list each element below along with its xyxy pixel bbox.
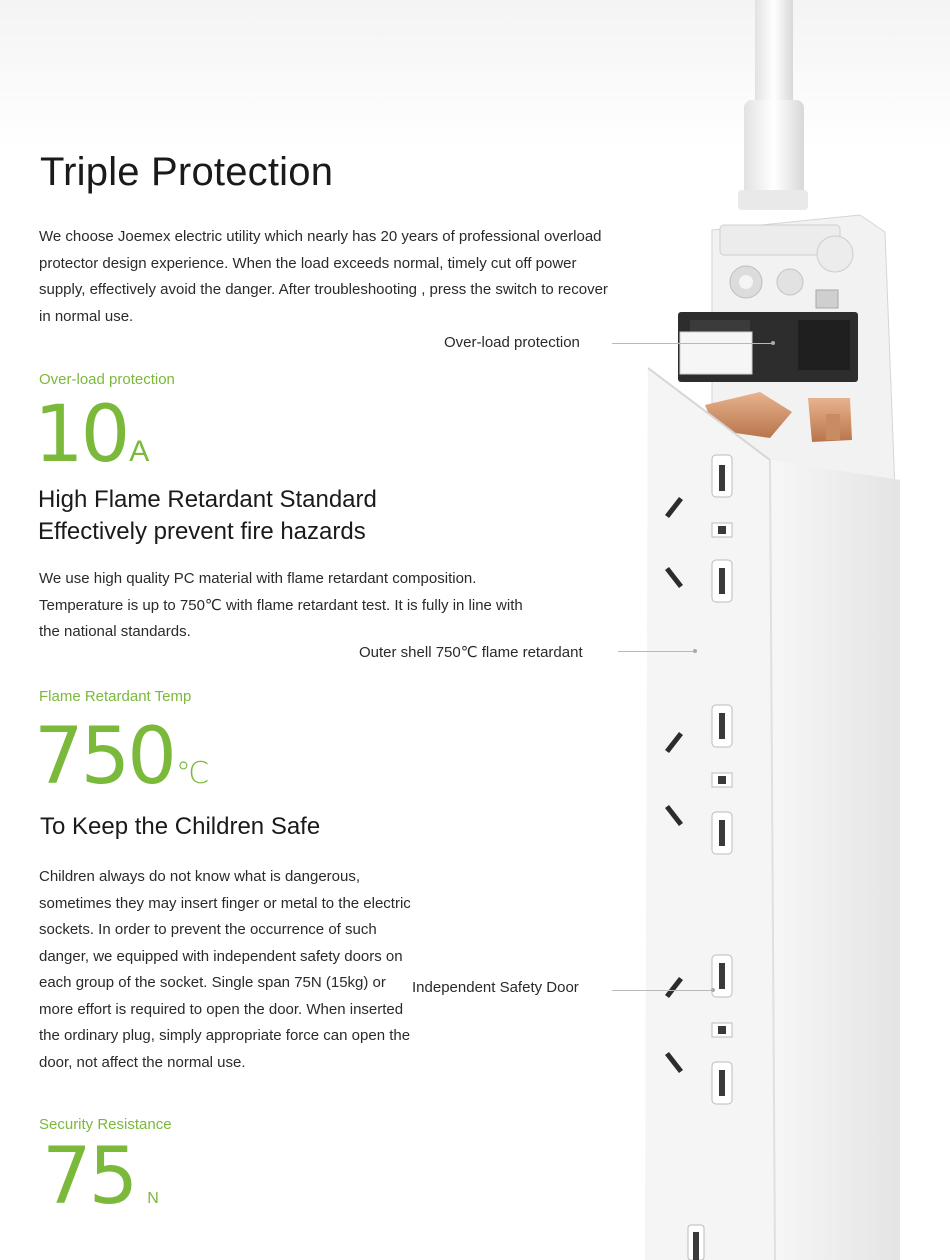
flame-temp-label: Flame Retardant Temp [39, 688, 192, 705]
page-title: Triple Protection [40, 150, 334, 194]
flame-temp-value [34, 712, 210, 802]
power-cord [738, 0, 808, 210]
security-number: 75 [42, 1132, 136, 1222]
callout-door: Independent Safety Door [412, 979, 579, 996]
flame-heading-line1: High Flame Retardant Standard [38, 486, 377, 513]
callout-door-line [612, 990, 712, 991]
security-value [42, 1132, 159, 1222]
callout-overload-dot [771, 341, 775, 345]
flame-temp-unit: ℃ [175, 757, 210, 790]
callout-overload-line [612, 343, 772, 344]
flame-heading-line2: Effectively prevent fire hazards [38, 518, 366, 545]
callout-shell: Outer shell 750℃ flame retardant [359, 644, 583, 661]
security-unit: N [147, 1190, 159, 1207]
callout-shell-line [618, 651, 694, 652]
flame-paragraph: We use high quality PC material with flame retardant composition. Temperature is up to 750℃ with flame retardant test. It is fully in line with the national standards. [39, 570, 523, 640]
callout-shell-dot [693, 649, 697, 653]
overload-unit: A [129, 435, 150, 468]
callout-overload: Over-load protection [444, 334, 580, 351]
intro-paragraph: We choose Joemex electric utility which nearly has 20 years of professional overload protector design experience. When the load exceeds normal, timely cut off power supply, effectively avoid the danger. After troubleshooting , press the switch to recover in normal use. [39, 228, 608, 325]
power-strip-body [645, 368, 900, 1260]
flame-temp-number: 750 [34, 712, 174, 802]
overload-label: Over-load protection [39, 371, 175, 388]
security-label: Security Resistance [39, 1116, 172, 1133]
socket-group-4 [688, 1225, 704, 1260]
callout-door-dot [711, 988, 715, 992]
overload-number: 10 [34, 390, 128, 480]
overload-value [34, 390, 150, 480]
children-paragraph: Children always do not know what is dangerous, sometimes they may insert finger or metal to the electric sockets. In order to prevent the occurrence of such danger, we equipped with independent safety doors on each group of the socket. Single span 75N (15kg) or more effort is required to open the door. When inserted the ordinary plug, simply appropriate force can open the door, not affect the normal use. [39, 868, 411, 1071]
children-heading: To Keep the Children Safe [40, 813, 321, 840]
flame-heading [38, 484, 377, 548]
